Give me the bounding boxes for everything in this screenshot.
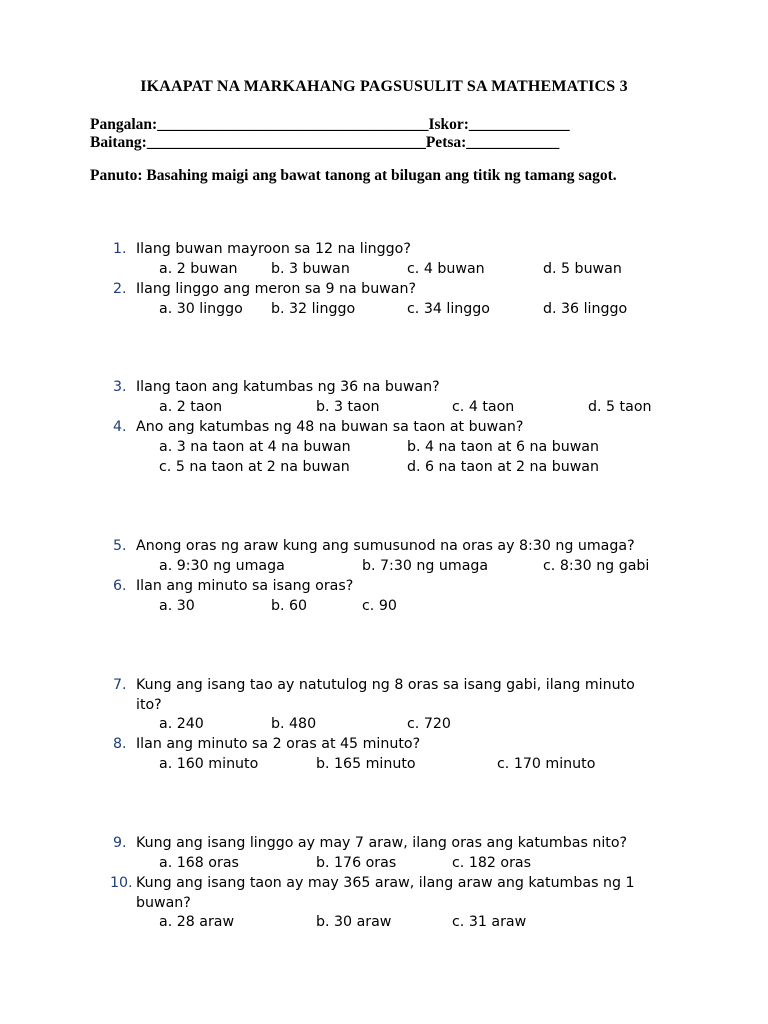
option: b. 3 taon [316,399,380,415]
option: b. 60 [271,598,308,614]
option: a. 168 oras [159,855,239,871]
option: c. 8:30 ng gabi [543,558,650,574]
option: b. 176 oras [316,855,397,871]
question-text: Ilang taon ang katumbas ng 36 na buwan? [136,379,440,395]
option: c. 170 minuto [497,756,596,772]
grade-label: Baitang: [90,134,147,151]
option: d. 5 taon [588,399,652,415]
option: a. 160 minuto [159,756,259,772]
name-label: Pangalan: [90,116,158,133]
option: b. 4 na taon at 6 na buwan [407,439,599,455]
option: a. 3 na taon at 4 na buwan [159,439,351,455]
option: b. 30 araw [316,914,392,930]
option: b. 32 linggo [271,301,356,317]
instructions: Panuto: Basahing maigi ang bawat tanong at bilugan ang titik ng tamang sagot. [90,167,617,184]
option: b. 165 minuto [316,756,416,772]
question-text: Ano ang katumbas ng 48 na buwan sa taon at buwan? [136,419,524,435]
date-label: Petsa: [425,134,467,151]
question-number: 10. [110,875,133,891]
option: c. 4 buwan [407,261,485,277]
question-text: Kung ang isang taon ay may 365 araw, ilang araw ang katumbas ng 1 [136,875,635,891]
option: d. 36 linggo [543,301,628,317]
question-text: Ilan ang minuto sa isang oras? [136,578,354,594]
option: a. 9:30 ng umaga [159,558,285,574]
option: b. 3 buwan [271,261,350,277]
question-text: Kung ang isang linggo ay may 7 araw, ilang oras ang katumbas nito? [136,835,628,851]
question-text-continued: buwan? [136,895,191,911]
question-number: 5. [113,538,127,554]
option: c. 5 na taon at 2 na buwan [159,459,350,475]
option: c. 34 linggo [407,301,490,317]
question-text: Ilang linggo ang meron sa 9 na buwan? [136,281,417,297]
option: c. 90 [362,598,397,614]
option: a. 2 buwan [159,261,238,277]
question-number: 4. [113,419,127,435]
question-text: Anong oras ng araw kung ang sumusunod na oras ay 8:30 ng umaga? [136,538,635,554]
option: d. 5 buwan [543,261,622,277]
question-number: 6. [113,578,127,594]
option: c. 31 araw [452,914,527,930]
option: a. 2 taon [159,399,223,415]
question-number: 1. [113,241,127,257]
option: b. 7:30 ng umaga [362,558,489,574]
question-text: Kung ang isang tao ay natutulog ng 8 oras sa isang gabi, ilang minuto [136,677,635,693]
page-title: IKAAPAT NA MARKAHANG PAGSUSULIT SA MATHEMATICS 3 [140,78,628,95]
score-label: Iskor: [428,116,469,133]
question-text: Ilang buwan mayroon sa 12 na linggo? [136,241,411,257]
grade-date-row: Baitang:____________________________________Petsa:____________ [90,134,560,151]
option: b. 480 [271,716,317,732]
question-number: 9. [113,835,127,851]
question-number: 8. [113,736,127,752]
option: c. 720 [407,716,451,732]
question-text-continued: ito? [136,697,162,713]
question-text: Ilan ang minuto sa 2 oras at 45 minuto? [136,736,421,752]
question-number: 7. [113,677,127,693]
option: a. 240 [159,716,204,732]
option: c. 4 taon [452,399,515,415]
question-number: 2. [113,281,127,297]
option: a. 30 linggo [159,301,243,317]
option: a. 30 [159,598,195,614]
option: d. 6 na taon at 2 na buwan [407,459,599,475]
option: c. 182 oras [452,855,532,871]
option: a. 28 araw [159,914,235,930]
question-number: 3. [113,379,127,395]
name-score-row: Pangalan:___________________________________Iskor:_____________ [90,116,570,133]
